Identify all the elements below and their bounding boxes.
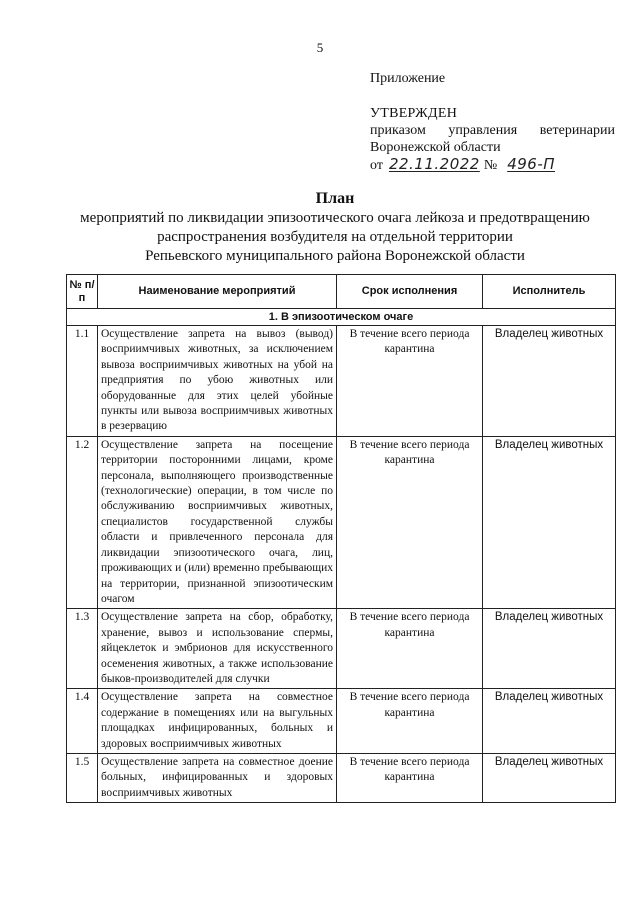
row-executor: Владелец животных xyxy=(483,689,616,754)
date-prefix: от xyxy=(370,158,383,173)
number-sign: № xyxy=(483,158,498,173)
document-title xyxy=(40,189,630,266)
approval-block xyxy=(370,70,615,174)
handwritten-date: 22.11.2022 xyxy=(388,155,480,173)
title-line-2: распространения возбудителя на отдельной территории xyxy=(157,229,513,245)
table-row xyxy=(67,436,616,608)
row-number: 1.2 xyxy=(67,436,98,608)
row-executor: Владелец животных xyxy=(483,753,616,802)
title-line-1: мероприятий по ликвидации эпизоотического очага лейкоза и предотвращению xyxy=(80,210,590,226)
table-header-row xyxy=(67,275,616,309)
measures-table xyxy=(66,274,616,803)
title-heading: План xyxy=(315,190,355,207)
row-number: 1.1 xyxy=(67,326,98,437)
row-action: Осуществление запрета на совместное доение больных, инфицированных и здоровых восприимчивых животных xyxy=(98,753,337,802)
handwritten-number: 496-П xyxy=(507,155,556,173)
section-title: 1. В эпизоотическом очаге xyxy=(67,309,616,326)
row-number: 1.4 xyxy=(67,689,98,754)
appendix-label: Приложение xyxy=(370,71,446,86)
row-action: Осуществление запрета на вывоз (вывод) восприимчивых животных, за исключением вывоза восприимчивых животных на убой на предприятия по убою животных или оборудованные для этих целей убойные пункты или вывоза восприимчивых животных в резервацию xyxy=(98,326,337,437)
title-line-3: Репьевского муниципального района Воронежской области xyxy=(145,248,525,264)
row-number: 1.3 xyxy=(67,609,98,689)
order-line-2: Воронежской области xyxy=(370,140,501,155)
table-row xyxy=(67,753,616,802)
row-term: В течение всего периода карантина xyxy=(337,609,483,689)
row-term: В течение всего периода карантина xyxy=(337,326,483,437)
row-executor: Владелец животных xyxy=(483,436,616,608)
table-row xyxy=(67,689,616,754)
row-number: 1.5 xyxy=(67,753,98,802)
order-line-1: приказом управления ветеринарии xyxy=(370,123,615,138)
row-executor: Владелец животных xyxy=(483,326,616,437)
header-num: № п/п xyxy=(67,275,98,309)
row-term: В течение всего периода карантина xyxy=(337,753,483,802)
header-executor: Исполнитель xyxy=(483,275,616,309)
row-executor: Владелец животных xyxy=(483,609,616,689)
approved-label: УТВЕРЖДЕН xyxy=(370,106,458,121)
page-number: 5 xyxy=(316,40,324,55)
order-date-line xyxy=(370,156,615,174)
header-action: Наименование мероприятий xyxy=(98,275,337,309)
table-row xyxy=(67,609,616,689)
row-action: Осуществление запрета на посещение территории посторонними лицами, кроме персонала, выполняющего производственные (технологические) операции, в том числе по обслуживанию восприимчивых животных, специалистов государственной службы области и привлеченного персонала для ликвидации эпизоотического очага, лиц, проживающих и (или) временно пребывающих на территории, признанной эпизоотическим очагом xyxy=(98,436,337,608)
row-action: Осуществление запрета на сбор, обработку, хранение, вывоз и использование спермы, яйцеклеток и эмбрионов для искусственного осеменения животных, а также использование быков-производителей для случки xyxy=(98,609,337,689)
row-term: В течение всего периода карантина xyxy=(337,436,483,608)
section-row xyxy=(67,309,616,326)
header-term: Срок исполнения xyxy=(337,275,483,309)
row-action: Осуществление запрета на совместное содержание в помещениях или на выгульных площадках инфицированных, больных и здоровых восприимчивых животных xyxy=(98,689,337,754)
row-term: В течение всего периода карантина xyxy=(337,689,483,754)
table-row xyxy=(67,326,616,437)
